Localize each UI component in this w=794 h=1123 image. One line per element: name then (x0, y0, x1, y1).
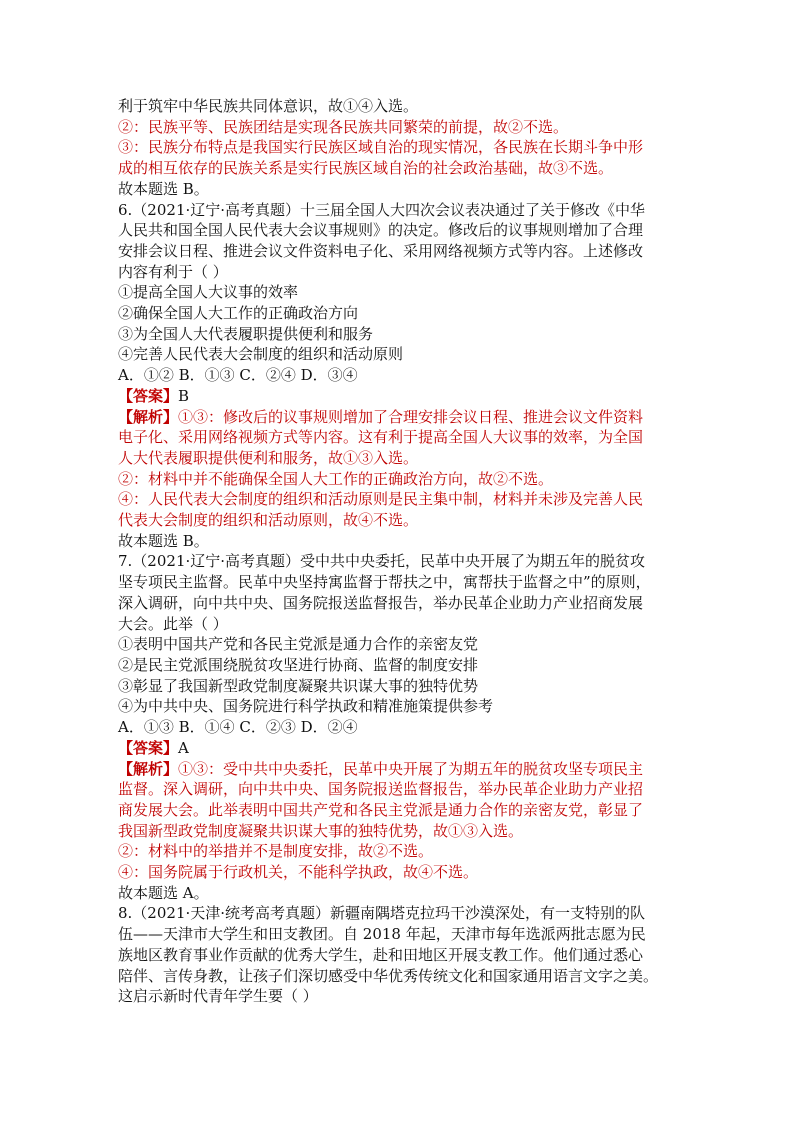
text-line: 电子化、采用网络视频方式等内容。这有利于提高全国人大议事的效率，为全国 (118, 428, 644, 447)
text-line: ③：民族分布特点是我国实行民族区域自治的现实情况，各民族在长期斗争中形 (118, 138, 644, 157)
text-line: 7.（2021·辽宁·高考真题）受中共中央委托，民革中央开展了为期五年的脱贫攻 (118, 552, 646, 571)
text-line: 我国新型政党制度凝聚共识谋大事的独特优势，故①③入选。 (118, 821, 524, 840)
line-text: B (178, 386, 190, 405)
text-line: 大会。此举（ ） (118, 614, 228, 633)
text-line: 6.（2021·辽宁·高考真题）十三届全国人大四次会议表决通过了关于修改《中华 (118, 200, 646, 219)
text-line: 陪伴、言传身教，让孩子们深切感受中华优秀传统文化和国家通用语言文字之美。 (118, 966, 659, 985)
text-line (118, 759, 678, 780)
text-line: ①提高全国人大议事的效率 (118, 283, 299, 302)
text-line: 伍——天津市大学生和田支教团。自 2018 年起，天津市每年选派两批志愿为民 (118, 925, 646, 944)
text-line: ③为全国人大代表履职提供便利和服务 (118, 324, 374, 343)
text-line (118, 386, 678, 407)
text-line: 安排会议日程、推进会议文件资料电子化、采用网络视频方式等内容。上述修改 (118, 241, 644, 260)
text-line (118, 738, 678, 759)
text-line: ④：人民代表大会制度的组织和活动原则是民主集中制，材料并未涉及完善人民 (118, 490, 644, 509)
text-line: 人大代表履职提供便利和服务，故①③入选。 (118, 448, 419, 467)
text-line: ④为中共中央、国务院进行科学执政和精准施策提供参考 (118, 697, 494, 716)
section-tag: 【答案】 (118, 386, 179, 405)
text-line (118, 407, 678, 428)
text-line: 故本题选 A。 (118, 883, 209, 902)
text-line: 故本题选 B。 (118, 531, 209, 550)
text-line: A．①③ B．①④ C．②③ D．②④ (118, 718, 358, 737)
text-line: 深入调研，向中共中央、国务院报送监督报告，举办民革企业助力产业招商发展 (118, 593, 644, 612)
text-line: 监督。深入调研，向中共中央、国务院报送监督报告，举办民革企业助力产业招 (118, 780, 644, 799)
line-text: A (178, 738, 189, 757)
text-line: 商发展大会。此举表明中国共产党和各民主党派是通力合作的亲密友党，彰显了 (118, 800, 644, 819)
text-line: 成的相互依存的民族关系是实行民族区域自治的社会政治基础，故③不选。 (118, 159, 614, 178)
text-line: ②确保全国人大工作的正确政治方向 (118, 304, 359, 323)
text-line: 这启示新时代青年学生要（ ） (118, 987, 318, 1006)
section-tag: 【解析】 (118, 407, 179, 426)
text-line: 故本题选 B。 (118, 179, 209, 198)
text-line: ④完善人民代表大会制度的组织和活动原则 (118, 345, 404, 364)
text-line: 人民共和国全国人民代表大会议事规则》的决定。修改后的议事规则增加了合理 (118, 221, 644, 240)
section-tag: 【答案】 (118, 738, 179, 757)
text-line: ②：民族平等、民族团结是实现各民族共同繁荣的前提，故②不选。 (118, 117, 569, 136)
text-line: ④：国务院属于行政机关，不能科学执政，故④不选。 (118, 863, 479, 882)
text-line: 族地区教育事业作贡献的优秀大学生，赴和田地区开展支教工作。他们通过悉心 (118, 945, 644, 964)
line-text: ①③：受中共中央委托，民革中央开展了为期五年的脱贫攻坚专项民主 (178, 759, 644, 778)
text-line: ③彰显了我国新型政党制度凝聚共识谋大事的独特优势 (118, 676, 479, 695)
text-line: 利于筑牢中华民族共同体意识，故①④入选。 (118, 97, 419, 115)
line-text: ①③：修改后的议事规则增加了合理安排会议日程、推进会议文件资料 (178, 407, 644, 426)
text-line: 坚专项民主监督。民革中央坚持寓监督于帮扶之中，寓帮扶于监督之中”的原则， (118, 573, 651, 592)
text-line: ②是民主党派围绕脱贫攻坚进行协商、监督的制度安排 (118, 655, 479, 674)
document-page (118, 96, 678, 1007)
section-tag: 【解析】 (118, 759, 179, 778)
text-line: A．①② B．①③ C．②④ D．③④ (118, 366, 358, 385)
text-line: ②：材料中的举措并不是制度安排，故②不选。 (118, 842, 434, 861)
text-line: ②：材料中并不能确保全国人大工作的正确政治方向，故②不选。 (118, 469, 554, 488)
text-line: 8.（2021·天津·统考高考真题）新疆南隅塔克拉玛干沙漠深处，有一支特别的队 (118, 904, 646, 923)
text-line: 内容有利于（ ） (118, 262, 228, 281)
text-line: 代表大会制度的组织和活动原则，故④不选。 (118, 511, 419, 530)
text-line: ①表明中国共产党和各民主党派是通力合作的亲密友党 (118, 635, 479, 654)
